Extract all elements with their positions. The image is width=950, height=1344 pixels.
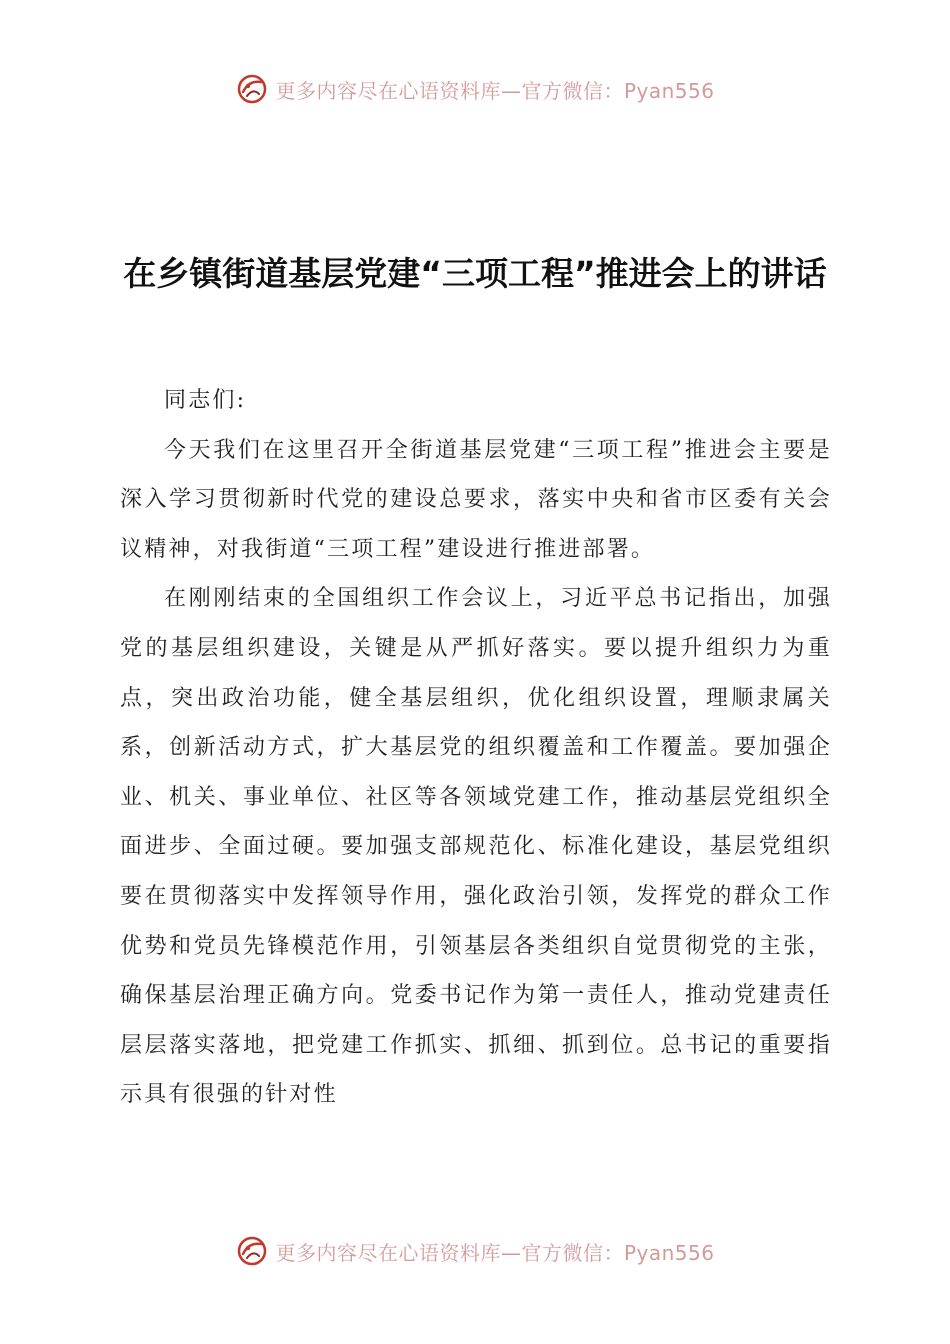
header-banner-text: 更多内容尽在心语资料库—官方微信：Pyan556 bbox=[275, 78, 715, 103]
footer-banner bbox=[0, 1234, 950, 1268]
logo-icon bbox=[235, 72, 269, 106]
footer-banner-text: 更多内容尽在心语资料库—官方微信：Pyan556 bbox=[275, 1240, 715, 1265]
logo-icon bbox=[235, 1234, 269, 1268]
paragraph: 今天我们在这里召开全街道基层党建“三项工程”推进会主要是深入学习贯彻新时代党的建设总要求，落实中央和省市区委有关会议精神，对我街道“三项工程”建设进行推进部署。 bbox=[120, 437, 832, 562]
page-title: 在乡镇街道基层党建“三项工程”推进会上的讲话 bbox=[123, 254, 827, 293]
header-banner bbox=[0, 72, 950, 106]
greeting: 同志们: bbox=[164, 388, 247, 413]
document-body bbox=[120, 376, 832, 1120]
paragraph: 在刚刚结束的全国组织工作会议上，习近平总书记指出，加强党的基层组织建设，关键是从严抓好落实。要以提升组织力为重点，突出政治功能，健全基层组织，优化组织设置，理顺隶属关系，创新活动方式，扩大基层党的组织覆盖和工作覆盖。要加强企业、机关、事业单位、社区等各领域党建工作，推动基层党组织全面进步、全面过硬。要加强支部规范化、标准化建设，基层党组织要在贯彻落实中发挥领导作用，强化政治引领，发挥党的群众工作优势和党员先锋模范作用，引领基层各类组织自觉贯彻党的主张，确保基层治理正确方向。党委书记作为第一责任人，推动党建责任层层落实落地，把党建工作抓实、抓细、抓到位。总书记的重要指示具有很强的针对性 bbox=[120, 586, 832, 1108]
